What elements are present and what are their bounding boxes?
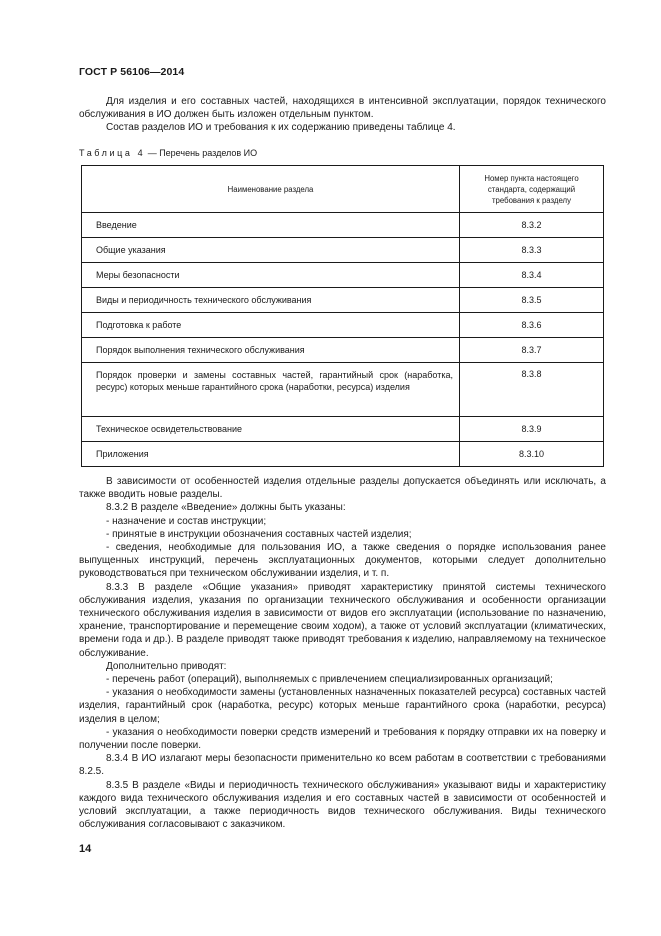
text-paragraph: 8.3.2 В разделе «Введение» должны быть указаны: bbox=[106, 502, 346, 514]
text-paragraph: В зависимости от особенностей изделия отдельные разделы допускается объединять или исключать, а также вводить новые разделы. bbox=[79, 476, 606, 501]
row-section-name: Введение bbox=[82, 213, 460, 238]
text-list-item: - назначение и состав инструкции; bbox=[106, 515, 267, 527]
text-paragraph: 8.3.4 В ИО излагают меры безопасности применительно ко всем работам в соответствии с требованиями 8.2.5. bbox=[79, 753, 606, 778]
table-row bbox=[82, 417, 604, 442]
intro-paragraph: Для изделия и его составных частей, находящихся в интенсивной эксплуатации, порядок технического обслуживания в ИО должен быть изложен отдельным пунктом. bbox=[79, 96, 606, 121]
table-row bbox=[82, 313, 604, 338]
table-row bbox=[82, 363, 604, 417]
text-list-item: - указания о необходимости замены (установленных назначенных показателей ресурса) составных частей изделия, гарантийный срок (наработка, ресурс) которых меньше гарантийного срока (наработки, ресурса) изделия в целом; bbox=[79, 687, 606, 725]
table-caption-label: Таблица 4 bbox=[79, 148, 146, 158]
page-number: 14 bbox=[79, 843, 92, 855]
table-row bbox=[82, 238, 604, 263]
table-row bbox=[82, 442, 604, 467]
text-list-item: - принятые в инструкции обозначения составных частей изделия; bbox=[106, 528, 412, 540]
row-section-name: Порядок проверки и замены составных частей, гарантийный срок (наработка, ресурс) которых меньше гарантийного срока (наработки, ресурса) изделия bbox=[82, 363, 460, 417]
column-header-name: Наименование раздела bbox=[82, 166, 460, 213]
row-section-ref: 8.3.8 bbox=[460, 363, 604, 417]
row-section-ref: 8.3.7 bbox=[460, 338, 604, 363]
table-row bbox=[82, 263, 604, 288]
table-caption-text: — Перечень разделов ИО bbox=[145, 148, 258, 158]
row-section-name: Приложения bbox=[82, 442, 460, 467]
row-section-name: Виды и периодичность технического обслуживания bbox=[82, 288, 460, 313]
table-row bbox=[82, 288, 604, 313]
table-caption bbox=[79, 147, 257, 159]
row-section-ref: 8.3.4 bbox=[460, 263, 604, 288]
row-section-ref: 8.3.2 bbox=[460, 213, 604, 238]
table-row bbox=[82, 213, 604, 238]
row-section-ref: 8.3.6 bbox=[460, 313, 604, 338]
text-paragraph: Дополнительно приводят: bbox=[106, 660, 227, 672]
table-header-row bbox=[82, 166, 604, 213]
intro-paragraph: Состав разделов ИО и требования к их содержанию приведены таблице 4. bbox=[106, 122, 456, 134]
text-paragraph: 8.3.5 В разделе «Виды и периодичность технического обслуживания» указывают виды и характеристику каждого вида технического обслуживания изделия и его составных частей в зависимости от особенностей и условий эксплуатации, а также периодичность видов технического обслуживания. Виды технического обслуживания согласовывают с заказчиком. bbox=[79, 779, 606, 831]
document-header: ГОСТ Р 56106—2014 bbox=[79, 66, 185, 78]
sections-table bbox=[81, 165, 604, 467]
row-section-ref: 8.3.9 bbox=[460, 417, 604, 442]
intro-text bbox=[79, 95, 606, 135]
text-list-item: - сведения, необходимые для пользования ИО, а также сведения о порядке использования ранее выпущенных инструкций, перечень эксплуатационных документов, которыми следует дополнительно руководствоваться при техническом обслуживании изделия, и т. п. bbox=[79, 542, 606, 580]
table-row bbox=[82, 338, 604, 363]
main-text bbox=[79, 475, 606, 831]
row-section-name: Техническое освидетельствование bbox=[82, 417, 460, 442]
row-section-ref: 8.3.3 bbox=[460, 238, 604, 263]
column-header-ref: Номер пункта настоящего стандарта, содержащий требования к разделу bbox=[460, 166, 604, 213]
row-section-name: Общие указания bbox=[82, 238, 460, 263]
text-list-item: - перечень работ (операций), выполняемых с привлечением специализированных организаций; bbox=[106, 674, 553, 686]
row-section-name: Меры безопасности bbox=[82, 263, 460, 288]
text-paragraph: 8.3.3 В разделе «Общие указания» приводят характеристику принятой системы технического обслуживания изделия, указания по организации технического обслуживания и особенности организации технического обслуживания изделия в зависимости от видов его эксплуатации (использование по назначению, хранение, транспортирование и перемещение своим ходом), а также от условий эксплуатации (климатических, времени года и др.). В разделе приводят также приводят требования к изделию, направляемому на техническое обслуживание. bbox=[79, 581, 606, 659]
row-section-ref: 8.3.5 bbox=[460, 288, 604, 313]
row-section-name: Подготовка к работе bbox=[82, 313, 460, 338]
text-list-item: - указания о необходимости поверки средств измерений и требования к порядку отправки их на поверку и получении после поверки. bbox=[79, 726, 606, 752]
row-section-ref: 8.3.10 bbox=[460, 442, 604, 467]
row-section-name: Порядок выполнения технического обслуживания bbox=[82, 338, 460, 363]
